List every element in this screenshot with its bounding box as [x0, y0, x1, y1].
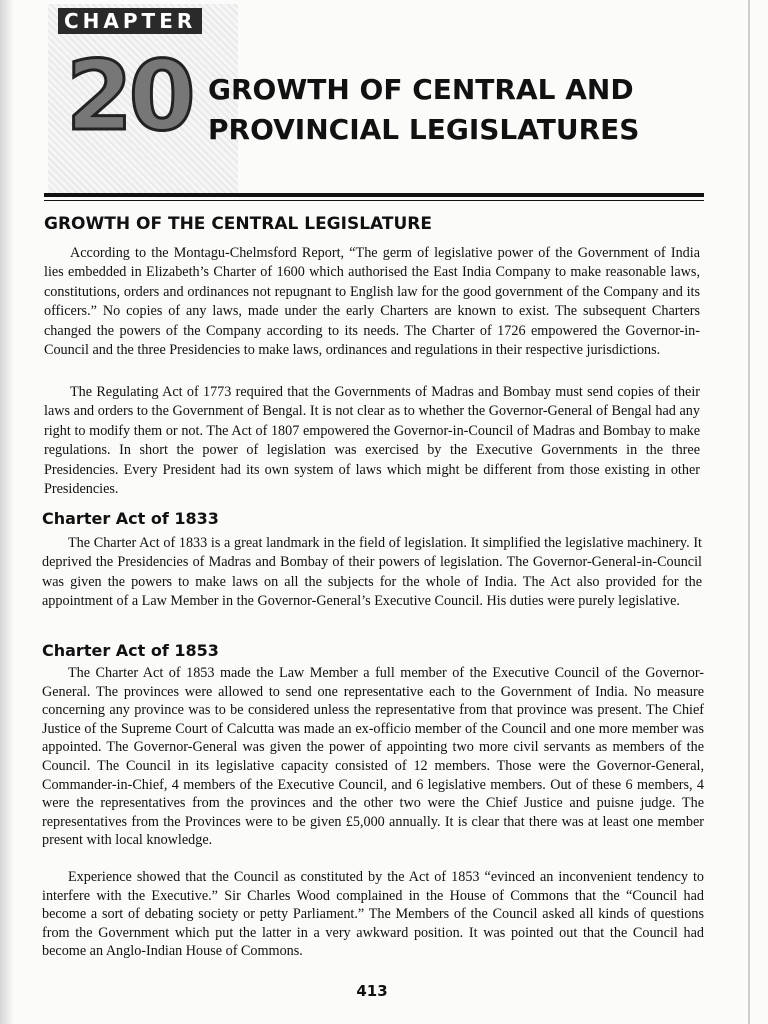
paragraph-charter-act-1833: The Charter Act of 1833 is a great landmark in the field of legislation. It simplified the legislative machinery. It deprived the Presidencies of Madras and Bombay of their powers of legislation. The Governor-General-in-Council was given the powers to make laws on all the subjects for the whole of India. The Act also provided for the appointment of a Law Member in the Governor-General’s Executive Council. His duties were purely legislative.: [42, 535, 702, 610]
paragraph-regulating-act: The Regulating Act of 1773 required that the Governments of Madras and Bombay must send copies of their laws and orders to the Government of Bengal. It is not clear as to whether the Governor-General of Bengal had any right to modify them or not. The Act of 1807 empowered the Governor-in-Council of Madras and Bombay to make regulations. In short the power of legislation was exercised by the Executive Governments in the three Presidencies. Every President had its own system of laws which might be different from those existing in other Presidencies.: [44, 384, 700, 498]
chapter-title: [208, 70, 728, 150]
title-rule-thin: [44, 200, 704, 201]
title-rule-thick: [44, 193, 704, 197]
chapter-title-line-2: PROVINCIAL LEGISLATURES: [208, 113, 640, 146]
chapter-title-line-1: GROWTH OF CENTRAL AND: [208, 73, 634, 106]
chapter-label: CHAPTER: [58, 8, 202, 34]
paragraph-montagu-chelmsford: According to the Montagu-Chelmsford Report, “The germ of legislative power of the Government of India lies embedded in Elizabeth’s Charter of 1600 which authorised the East India Company to make reasonable laws, constitutions, orders and ordinances not repugnant to English law for the good government of the Company and its officers.” No copies of any laws, made under the early Charters are known to exist. The subsequent Charters changed the powers of the Company according to its needs. The Charter of 1726 empowered the Governor-in-Council and the three Presidencies to make laws, ordinances and regulations in their respective jurisdictions.: [44, 245, 700, 359]
page-number: 413: [356, 982, 388, 1000]
heading-charter-act-1833: Charter Act of 1833: [42, 509, 219, 528]
paragraph-council-experience: Experience showed that the Council as constituted by the Act of 1853 “evinced an inconvenient tendency to interfere with the Executive.” Sir Charles Wood complained in the House of Commons that the “Council had become a sort of debating society or petty Parliament.” The Members of the Council asked all kinds of questions from the Government which put the latter in a very awkward position. It was pointed out that the Council had become an Anglo-Indian House of Commons.: [42, 869, 704, 960]
chapter-number: 20: [66, 40, 192, 152]
page-binding-edge: [0, 0, 14, 1024]
page-edge-line: [748, 0, 750, 1024]
heading-charter-act-1853: Charter Act of 1853: [42, 641, 219, 660]
paragraph-charter-act-1853: The Charter Act of 1853 made the Law Member a full member of the Executive Council of the Governor-General. The provinces were allowed to send one representative each to the Government of India. No measure concerning any province was to be considered unless the representative from that province was present. The Chief Justice of the Supreme Court of Calcutta was made an ex-officio member of the Council and one more member was appointed. The Governor-General was given the power of appointing two more civil servants as members of the Council. The Council in its legislative capacity consisted of 12 members. Those were the Governor-General, Commander-in-Chief, 4 members of the Executive Council, and 6 legislative members. Out of these 6 members, 4 were the representatives from the provinces and the other two were the Chief Justice and puisne judge. The representatives from the Provinces were to be given £5,000 annually. It is clear that there was at least one member present with local knowledge.: [42, 665, 704, 849]
section-heading: GROWTH OF THE CENTRAL LEGISLATURE: [44, 214, 432, 234]
